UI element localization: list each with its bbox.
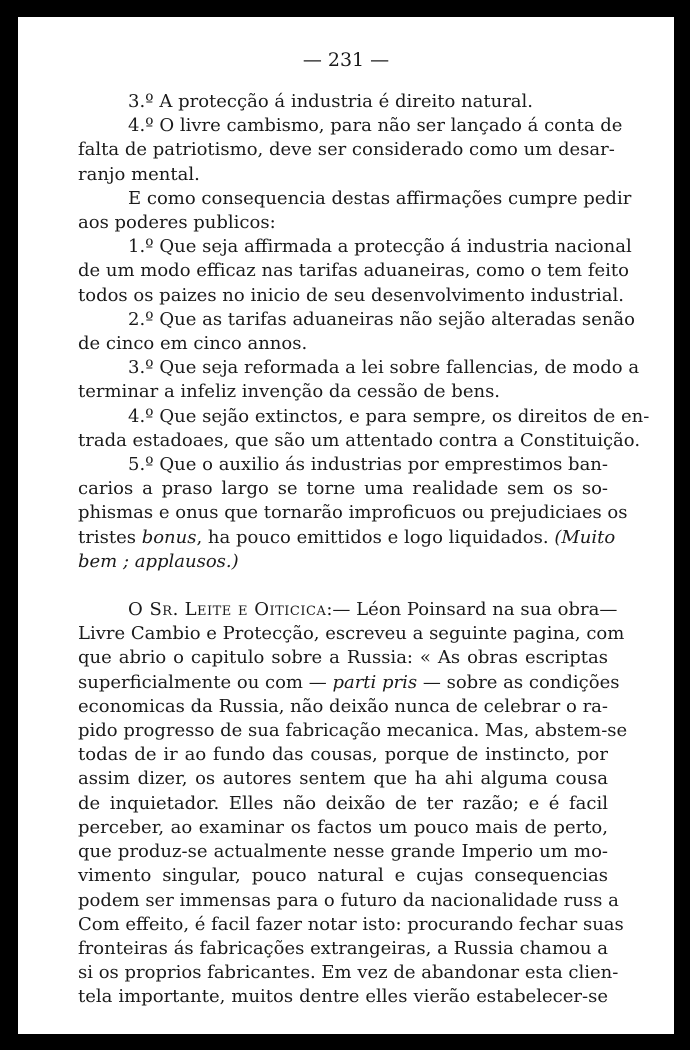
text-line: de cinco em cinco annos. [78,333,308,355]
text-line: 5.º Que o auxilio ás industrias por emprestimos ban- [128,454,608,476]
text-line: aos poderes publicos: [78,212,276,234]
text-line: E como consequencia destas affirmações cumpre pedir [128,187,632,209]
text-line-parti-pris: superficialmente ou com — parti pris — sobre as condições [78,671,620,693]
text-line: trada estadoaes, que são um attentado contra a Constituição. [78,429,641,451]
text-line: phismas e onus que tornarão improficuos ou prejudiciaes os [78,502,628,524]
book-page [18,17,674,1034]
text-line-bonus: tristes bonus, ha pouco emittidos e logo liquidados. (Muito [78,526,616,548]
text-line: 4.º Que sejão extinctos, e para sempre, os direitos de en- [128,405,650,427]
text-line: 3.º Que seja reformada a lei sobre fallencias, de modo a [128,357,640,379]
text-line: que abrio o capitulo sobre a Russia: « As obras escriptas [78,647,608,669]
text-line: vimento singular, pouco natural e cujas consequencias [78,865,608,887]
text-line: economicas da Russia, não deixão nunca de celebrar o ra- [78,695,608,717]
text-line: carios a praso largo se torne uma realidade sem os so- [78,478,608,500]
text-line: todas de ir ao fundo das cousas, porque de instincto, por [78,744,608,766]
speaker-name: Leite e Oiticica [184,599,327,621]
text-line-applause: bem ; applausos.) [78,550,239,572]
text-line: falta de patriotismo, deve ser considerado como um desar- [78,139,615,161]
speech-heading-line: O Sr. Leite e Oiticica:— Léon Poinsard na sua obra— [128,599,618,621]
text-line: de inquietador. Elles não deixão de ter razão; e é facil [78,792,608,814]
text-line: terminar a infeliz invenção da cessão de bens. [78,381,501,403]
text-line: Com effeito, é facil fazer notar isto: procurando fechar suas [78,913,624,935]
text-line: tela importante, muitos dentre elles vierão estabelecer-se [78,986,608,1008]
text-line: ranjo mental. [78,163,200,185]
speaker-title: O Sr. [128,599,179,621]
text-line: 3.º A protecção á industria é direito natural. [128,91,534,112]
text-line: 2.º Que as tarifas aduaneiras não sejão alteradas senão [128,308,635,330]
text-line: Livre Cambio e Protecção, escreveu a seguinte pagina, com [78,623,625,645]
text-line: todos os paizes no inicio de seu desenvolvimento industrial. [78,284,625,306]
text-line: que produz-se actualmente nesse grande Imperio um mo- [78,841,608,863]
text-line: fronteiras ás fabricações extrangeiras, a Russia chamou a [78,937,608,959]
text-line: podem ser immensas para o futuro da nacionalidade russ a [78,889,619,911]
text-line: 1.º Que seja affirmada a protecção á industria nacional [128,236,632,258]
page-body [78,90,650,1010]
text-line: pido progresso de sua fabricação mecanica. Mas, abstem-se [78,720,628,742]
text-line: perceber, ao examinar os factos um pouco mais de perto, [78,816,608,838]
text-line: 4.º O livre cambismo, para não ser lançado á conta de [128,115,623,137]
text-line: de um modo efficaz nas tarifas aduaneiras, como o tem feito [78,260,629,282]
page-number: — 231 — [302,49,390,71]
text-line: assim dizer, os autores sentem que ha ahi alguma cousa [78,768,608,790]
text-line: si os proprios fabricantes. Em vez de abandonar esta clien- [78,962,619,984]
